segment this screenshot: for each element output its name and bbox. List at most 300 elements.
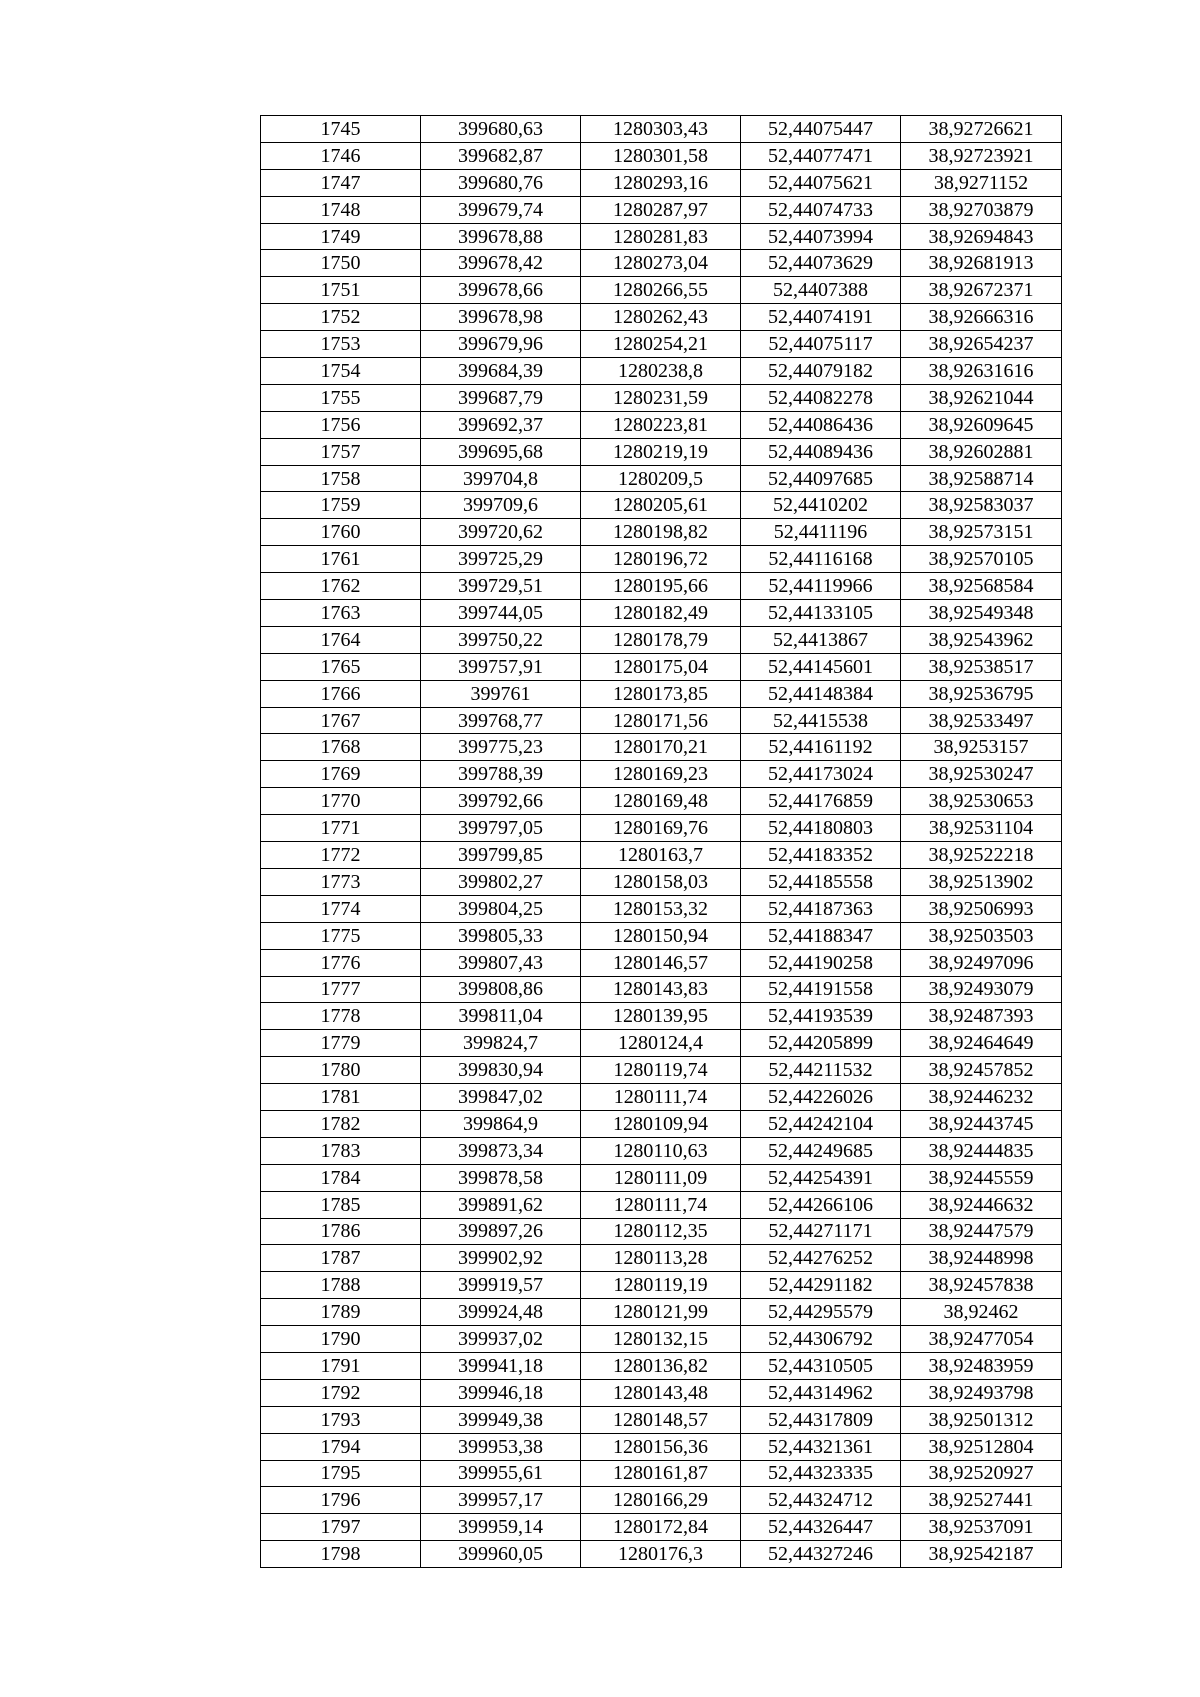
longitude-cell: 38,92447579 — [901, 1218, 1062, 1245]
point-number-cell: 1796 — [261, 1487, 421, 1514]
x-coordinate-cell: 399788,39 — [421, 761, 581, 788]
table-row — [261, 304, 1062, 331]
table-row — [261, 734, 1062, 761]
point-number-cell: 1746 — [261, 142, 421, 169]
longitude-cell: 38,92457838 — [901, 1272, 1062, 1299]
point-number-cell: 1763 — [261, 600, 421, 627]
point-number-cell: 1767 — [261, 707, 421, 734]
x-coordinate-cell: 399902,92 — [421, 1245, 581, 1272]
longitude-cell: 38,92542187 — [901, 1541, 1062, 1568]
y-coordinate-cell: 1280153,32 — [581, 895, 741, 922]
y-coordinate-cell: 1280178,79 — [581, 626, 741, 653]
x-coordinate-cell: 399678,88 — [421, 223, 581, 250]
point-number-cell: 1750 — [261, 250, 421, 277]
table-row — [261, 1379, 1062, 1406]
table-row — [261, 142, 1062, 169]
latitude-cell: 52,44145601 — [741, 653, 901, 680]
x-coordinate-cell: 399949,38 — [421, 1406, 581, 1433]
table-row — [261, 1541, 1062, 1568]
point-number-cell: 1778 — [261, 1003, 421, 1030]
point-number-cell: 1776 — [261, 949, 421, 976]
longitude-cell: 38,92520927 — [901, 1460, 1062, 1487]
table-row — [261, 465, 1062, 492]
table-row — [261, 868, 1062, 895]
point-number-cell: 1745 — [261, 116, 421, 143]
point-number-cell: 1787 — [261, 1245, 421, 1272]
point-number-cell: 1748 — [261, 196, 421, 223]
y-coordinate-cell: 1280176,3 — [581, 1541, 741, 1568]
point-number-cell: 1764 — [261, 626, 421, 653]
y-coordinate-cell: 1280169,76 — [581, 815, 741, 842]
x-coordinate-cell: 399678,66 — [421, 277, 581, 304]
x-coordinate-cell: 399704,8 — [421, 465, 581, 492]
latitude-cell: 52,44075117 — [741, 331, 901, 358]
longitude-cell: 38,92522218 — [901, 842, 1062, 869]
longitude-cell: 38,92609645 — [901, 411, 1062, 438]
table-row — [261, 895, 1062, 922]
y-coordinate-cell: 1280169,23 — [581, 761, 741, 788]
table-row — [261, 761, 1062, 788]
longitude-cell: 38,92446232 — [901, 1084, 1062, 1111]
point-number-cell: 1791 — [261, 1352, 421, 1379]
x-coordinate-cell: 399729,51 — [421, 573, 581, 600]
y-coordinate-cell: 1280173,85 — [581, 680, 741, 707]
longitude-cell: 38,92723921 — [901, 142, 1062, 169]
y-coordinate-cell: 1280143,83 — [581, 976, 741, 1003]
point-number-cell: 1780 — [261, 1057, 421, 1084]
x-coordinate-cell: 399684,39 — [421, 358, 581, 385]
table-row — [261, 358, 1062, 385]
longitude-cell: 38,92672371 — [901, 277, 1062, 304]
y-coordinate-cell: 1280195,66 — [581, 573, 741, 600]
latitude-cell: 52,4411196 — [741, 519, 901, 546]
latitude-cell: 52,44295579 — [741, 1299, 901, 1326]
x-coordinate-cell: 399709,6 — [421, 492, 581, 519]
x-coordinate-cell: 399959,14 — [421, 1514, 581, 1541]
point-number-cell: 1770 — [261, 788, 421, 815]
x-coordinate-cell: 399808,86 — [421, 976, 581, 1003]
longitude-cell: 38,92506993 — [901, 895, 1062, 922]
longitude-cell: 38,92462 — [901, 1299, 1062, 1326]
longitude-cell: 38,92726621 — [901, 116, 1062, 143]
x-coordinate-cell: 399924,48 — [421, 1299, 581, 1326]
x-coordinate-cell: 399775,23 — [421, 734, 581, 761]
point-number-cell: 1760 — [261, 519, 421, 546]
x-coordinate-cell: 399768,77 — [421, 707, 581, 734]
point-number-cell: 1758 — [261, 465, 421, 492]
latitude-cell: 52,44321361 — [741, 1433, 901, 1460]
longitude-cell: 38,92537091 — [901, 1514, 1062, 1541]
latitude-cell: 52,44310505 — [741, 1352, 901, 1379]
latitude-cell: 52,44326447 — [741, 1514, 901, 1541]
y-coordinate-cell: 1280143,48 — [581, 1379, 741, 1406]
latitude-cell: 52,4413867 — [741, 626, 901, 653]
longitude-cell: 38,9253157 — [901, 734, 1062, 761]
table-row — [261, 1003, 1062, 1030]
point-number-cell: 1756 — [261, 411, 421, 438]
point-number-cell: 1751 — [261, 277, 421, 304]
point-number-cell: 1785 — [261, 1191, 421, 1218]
longitude-cell: 38,92493079 — [901, 976, 1062, 1003]
y-coordinate-cell: 1280205,61 — [581, 492, 741, 519]
point-number-cell: 1755 — [261, 384, 421, 411]
x-coordinate-cell: 399679,74 — [421, 196, 581, 223]
table-row — [261, 1057, 1062, 1084]
table-row — [261, 1460, 1062, 1487]
table-row — [261, 1487, 1062, 1514]
y-coordinate-cell: 1280293,16 — [581, 169, 741, 196]
y-coordinate-cell: 1280112,35 — [581, 1218, 741, 1245]
y-coordinate-cell: 1280301,58 — [581, 142, 741, 169]
y-coordinate-cell: 1280111,09 — [581, 1164, 741, 1191]
y-coordinate-cell: 1280238,8 — [581, 358, 741, 385]
table-row — [261, 1218, 1062, 1245]
longitude-cell: 38,92493798 — [901, 1379, 1062, 1406]
latitude-cell: 52,44188347 — [741, 922, 901, 949]
latitude-cell: 52,44077471 — [741, 142, 901, 169]
table-row — [261, 1110, 1062, 1137]
latitude-cell: 52,44193539 — [741, 1003, 901, 1030]
table-row — [261, 653, 1062, 680]
longitude-cell: 38,92477054 — [901, 1326, 1062, 1353]
table-row — [261, 492, 1062, 519]
latitude-cell: 52,44211532 — [741, 1057, 901, 1084]
y-coordinate-cell: 1280223,81 — [581, 411, 741, 438]
latitude-cell: 52,4415538 — [741, 707, 901, 734]
latitude-cell: 52,44086436 — [741, 411, 901, 438]
y-coordinate-cell: 1280169,48 — [581, 788, 741, 815]
point-number-cell: 1774 — [261, 895, 421, 922]
point-number-cell: 1766 — [261, 680, 421, 707]
x-coordinate-cell: 399761 — [421, 680, 581, 707]
table-row — [261, 976, 1062, 1003]
table-row — [261, 223, 1062, 250]
table-row — [261, 1433, 1062, 1460]
x-coordinate-cell: 399955,61 — [421, 1460, 581, 1487]
y-coordinate-cell: 1280119,19 — [581, 1272, 741, 1299]
latitude-cell: 52,44291182 — [741, 1272, 901, 1299]
latitude-cell: 52,44119966 — [741, 573, 901, 600]
x-coordinate-cell: 399744,05 — [421, 600, 581, 627]
latitude-cell: 52,44075447 — [741, 116, 901, 143]
longitude-cell: 38,92527441 — [901, 1487, 1062, 1514]
table-row — [261, 546, 1062, 573]
table-row — [261, 1272, 1062, 1299]
y-coordinate-cell: 1280113,28 — [581, 1245, 741, 1272]
point-number-cell: 1795 — [261, 1460, 421, 1487]
point-number-cell: 1779 — [261, 1030, 421, 1057]
y-coordinate-cell: 1280266,55 — [581, 277, 741, 304]
latitude-cell: 52,44180803 — [741, 815, 901, 842]
latitude-cell: 52,44276252 — [741, 1245, 901, 1272]
point-number-cell: 1782 — [261, 1110, 421, 1137]
x-coordinate-cell: 399960,05 — [421, 1541, 581, 1568]
point-number-cell: 1752 — [261, 304, 421, 331]
y-coordinate-cell: 1280303,43 — [581, 116, 741, 143]
x-coordinate-cell: 399953,38 — [421, 1433, 581, 1460]
y-coordinate-cell: 1280150,94 — [581, 922, 741, 949]
point-number-cell: 1781 — [261, 1084, 421, 1111]
point-number-cell: 1775 — [261, 922, 421, 949]
x-coordinate-cell: 399830,94 — [421, 1057, 581, 1084]
longitude-cell: 38,92631616 — [901, 358, 1062, 385]
table-row — [261, 949, 1062, 976]
table-row — [261, 331, 1062, 358]
longitude-cell: 38,92446632 — [901, 1191, 1062, 1218]
longitude-cell: 38,92621044 — [901, 384, 1062, 411]
y-coordinate-cell: 1280196,72 — [581, 546, 741, 573]
latitude-cell: 52,44226026 — [741, 1084, 901, 1111]
latitude-cell: 52,44185558 — [741, 868, 901, 895]
x-coordinate-cell: 399680,63 — [421, 116, 581, 143]
longitude-cell: 38,92543962 — [901, 626, 1062, 653]
y-coordinate-cell: 1280166,29 — [581, 1487, 741, 1514]
longitude-cell: 38,92583037 — [901, 492, 1062, 519]
longitude-cell: 38,92549348 — [901, 600, 1062, 627]
longitude-cell: 38,92443745 — [901, 1110, 1062, 1137]
table-row — [261, 1164, 1062, 1191]
y-coordinate-cell: 1280158,03 — [581, 868, 741, 895]
table-row — [261, 438, 1062, 465]
latitude-cell: 52,44249685 — [741, 1137, 901, 1164]
point-number-cell: 1793 — [261, 1406, 421, 1433]
latitude-cell: 52,44187363 — [741, 895, 901, 922]
latitude-cell: 52,44173024 — [741, 761, 901, 788]
latitude-cell: 52,44073629 — [741, 250, 901, 277]
table-row — [261, 411, 1062, 438]
x-coordinate-cell: 399847,02 — [421, 1084, 581, 1111]
y-coordinate-cell: 1280111,74 — [581, 1191, 741, 1218]
latitude-cell: 52,44205899 — [741, 1030, 901, 1057]
longitude-cell: 38,92533497 — [901, 707, 1062, 734]
x-coordinate-cell: 399799,85 — [421, 842, 581, 869]
latitude-cell: 52,44161192 — [741, 734, 901, 761]
longitude-cell: 38,92487393 — [901, 1003, 1062, 1030]
point-number-cell: 1773 — [261, 868, 421, 895]
y-coordinate-cell: 1280121,99 — [581, 1299, 741, 1326]
x-coordinate-cell: 399792,66 — [421, 788, 581, 815]
y-coordinate-cell: 1280111,74 — [581, 1084, 741, 1111]
longitude-cell: 38,92530247 — [901, 761, 1062, 788]
point-number-cell: 1765 — [261, 653, 421, 680]
y-coordinate-cell: 1280148,57 — [581, 1406, 741, 1433]
longitude-cell: 38,92503503 — [901, 922, 1062, 949]
y-coordinate-cell: 1280287,97 — [581, 196, 741, 223]
y-coordinate-cell: 1280110,63 — [581, 1137, 741, 1164]
point-number-cell: 1783 — [261, 1137, 421, 1164]
x-coordinate-cell: 399750,22 — [421, 626, 581, 653]
longitude-cell: 38,92568584 — [901, 573, 1062, 600]
table-row — [261, 600, 1062, 627]
longitude-cell: 38,92666316 — [901, 304, 1062, 331]
latitude-cell: 52,44323335 — [741, 1460, 901, 1487]
latitude-cell: 52,44254391 — [741, 1164, 901, 1191]
table-row — [261, 922, 1062, 949]
point-number-cell: 1786 — [261, 1218, 421, 1245]
table-row — [261, 788, 1062, 815]
x-coordinate-cell: 399824,7 — [421, 1030, 581, 1057]
y-coordinate-cell: 1280182,49 — [581, 600, 741, 627]
point-number-cell: 1769 — [261, 761, 421, 788]
longitude-cell: 38,92602881 — [901, 438, 1062, 465]
table-row — [261, 626, 1062, 653]
point-number-cell: 1749 — [261, 223, 421, 250]
latitude-cell: 52,44075621 — [741, 169, 901, 196]
x-coordinate-cell: 399937,02 — [421, 1326, 581, 1353]
latitude-cell: 52,44148384 — [741, 680, 901, 707]
latitude-cell: 52,44176859 — [741, 788, 901, 815]
longitude-cell: 38,92681913 — [901, 250, 1062, 277]
table-row — [261, 1352, 1062, 1379]
longitude-cell: 38,92483959 — [901, 1352, 1062, 1379]
latitude-cell: 52,44073994 — [741, 223, 901, 250]
table-row — [261, 1514, 1062, 1541]
latitude-cell: 52,44324712 — [741, 1487, 901, 1514]
longitude-cell: 38,92654237 — [901, 331, 1062, 358]
latitude-cell: 52,44190258 — [741, 949, 901, 976]
y-coordinate-cell: 1280170,21 — [581, 734, 741, 761]
table-row — [261, 1030, 1062, 1057]
latitude-cell: 52,44191558 — [741, 976, 901, 1003]
table-row — [261, 1191, 1062, 1218]
y-coordinate-cell: 1280132,15 — [581, 1326, 741, 1353]
x-coordinate-cell: 399878,58 — [421, 1164, 581, 1191]
table-row — [261, 384, 1062, 411]
point-number-cell: 1762 — [261, 573, 421, 600]
table-row — [261, 250, 1062, 277]
x-coordinate-cell: 399805,33 — [421, 922, 581, 949]
y-coordinate-cell: 1280281,83 — [581, 223, 741, 250]
point-number-cell: 1792 — [261, 1379, 421, 1406]
longitude-cell: 38,92536795 — [901, 680, 1062, 707]
x-coordinate-cell: 399897,26 — [421, 1218, 581, 1245]
latitude-cell: 52,44079182 — [741, 358, 901, 385]
longitude-cell: 38,92530653 — [901, 788, 1062, 815]
point-number-cell: 1794 — [261, 1433, 421, 1460]
x-coordinate-cell: 399873,34 — [421, 1137, 581, 1164]
longitude-cell: 38,9271152 — [901, 169, 1062, 196]
point-number-cell: 1790 — [261, 1326, 421, 1353]
y-coordinate-cell: 1280254,21 — [581, 331, 741, 358]
table-row — [261, 842, 1062, 869]
x-coordinate-cell: 399678,98 — [421, 304, 581, 331]
point-number-cell: 1761 — [261, 546, 421, 573]
latitude-cell: 52,4410202 — [741, 492, 901, 519]
y-coordinate-cell: 1280146,57 — [581, 949, 741, 976]
longitude-cell: 38,92570105 — [901, 546, 1062, 573]
y-coordinate-cell: 1280175,04 — [581, 653, 741, 680]
table-row — [261, 680, 1062, 707]
x-coordinate-cell: 399695,68 — [421, 438, 581, 465]
x-coordinate-cell: 399692,37 — [421, 411, 581, 438]
x-coordinate-cell: 399811,04 — [421, 1003, 581, 1030]
y-coordinate-cell: 1280109,94 — [581, 1110, 741, 1137]
latitude-cell: 52,44327246 — [741, 1541, 901, 1568]
y-coordinate-cell: 1280219,19 — [581, 438, 741, 465]
x-coordinate-cell: 399804,25 — [421, 895, 581, 922]
y-coordinate-cell: 1280171,56 — [581, 707, 741, 734]
longitude-cell: 38,92512804 — [901, 1433, 1062, 1460]
point-number-cell: 1788 — [261, 1272, 421, 1299]
point-number-cell: 1747 — [261, 169, 421, 196]
y-coordinate-cell: 1280119,74 — [581, 1057, 741, 1084]
x-coordinate-cell: 399687,79 — [421, 384, 581, 411]
y-coordinate-cell: 1280163,7 — [581, 842, 741, 869]
point-number-cell: 1772 — [261, 842, 421, 869]
point-number-cell: 1753 — [261, 331, 421, 358]
x-coordinate-cell: 399678,42 — [421, 250, 581, 277]
longitude-cell: 38,92457852 — [901, 1057, 1062, 1084]
y-coordinate-cell: 1280231,59 — [581, 384, 741, 411]
point-number-cell: 1789 — [261, 1299, 421, 1326]
y-coordinate-cell: 1280136,82 — [581, 1352, 741, 1379]
longitude-cell: 38,92538517 — [901, 653, 1062, 680]
coordinates-table — [260, 115, 1062, 1568]
longitude-cell: 38,92445559 — [901, 1164, 1062, 1191]
y-coordinate-cell: 1280156,36 — [581, 1433, 741, 1460]
longitude-cell: 38,92703879 — [901, 196, 1062, 223]
point-number-cell: 1797 — [261, 1514, 421, 1541]
table-row — [261, 815, 1062, 842]
table-row — [261, 1299, 1062, 1326]
point-number-cell: 1754 — [261, 358, 421, 385]
x-coordinate-cell: 399757,91 — [421, 653, 581, 680]
x-coordinate-cell: 399680,76 — [421, 169, 581, 196]
y-coordinate-cell: 1280139,95 — [581, 1003, 741, 1030]
table-row — [261, 1406, 1062, 1433]
longitude-cell: 38,92448998 — [901, 1245, 1062, 1272]
y-coordinate-cell: 1280262,43 — [581, 304, 741, 331]
y-coordinate-cell: 1280209,5 — [581, 465, 741, 492]
y-coordinate-cell: 1280198,82 — [581, 519, 741, 546]
x-coordinate-cell: 399957,17 — [421, 1487, 581, 1514]
latitude-cell: 52,4407388 — [741, 277, 901, 304]
point-number-cell: 1759 — [261, 492, 421, 519]
longitude-cell: 38,92464649 — [901, 1030, 1062, 1057]
table-row — [261, 196, 1062, 223]
x-coordinate-cell: 399941,18 — [421, 1352, 581, 1379]
table-row — [261, 1137, 1062, 1164]
x-coordinate-cell: 399807,43 — [421, 949, 581, 976]
x-coordinate-cell: 399946,18 — [421, 1379, 581, 1406]
table-row — [261, 169, 1062, 196]
longitude-cell: 38,92573151 — [901, 519, 1062, 546]
table-row — [261, 1326, 1062, 1353]
table-row — [261, 519, 1062, 546]
longitude-cell: 38,92694843 — [901, 223, 1062, 250]
x-coordinate-cell: 399802,27 — [421, 868, 581, 895]
point-number-cell: 1757 — [261, 438, 421, 465]
point-number-cell: 1777 — [261, 976, 421, 1003]
table-row — [261, 707, 1062, 734]
latitude-cell: 52,44074733 — [741, 196, 901, 223]
latitude-cell: 52,44314962 — [741, 1379, 901, 1406]
point-number-cell: 1771 — [261, 815, 421, 842]
x-coordinate-cell: 399919,57 — [421, 1272, 581, 1299]
coordinates-table-body — [261, 116, 1062, 1568]
latitude-cell: 52,44266106 — [741, 1191, 901, 1218]
longitude-cell: 38,92588714 — [901, 465, 1062, 492]
longitude-cell: 38,92444835 — [901, 1137, 1062, 1164]
table-row — [261, 277, 1062, 304]
table-row — [261, 1245, 1062, 1272]
longitude-cell: 38,92497096 — [901, 949, 1062, 976]
latitude-cell: 52,44242104 — [741, 1110, 901, 1137]
longitude-cell: 38,92513902 — [901, 868, 1062, 895]
latitude-cell: 52,44116168 — [741, 546, 901, 573]
y-coordinate-cell: 1280161,87 — [581, 1460, 741, 1487]
latitude-cell: 52,44317809 — [741, 1406, 901, 1433]
